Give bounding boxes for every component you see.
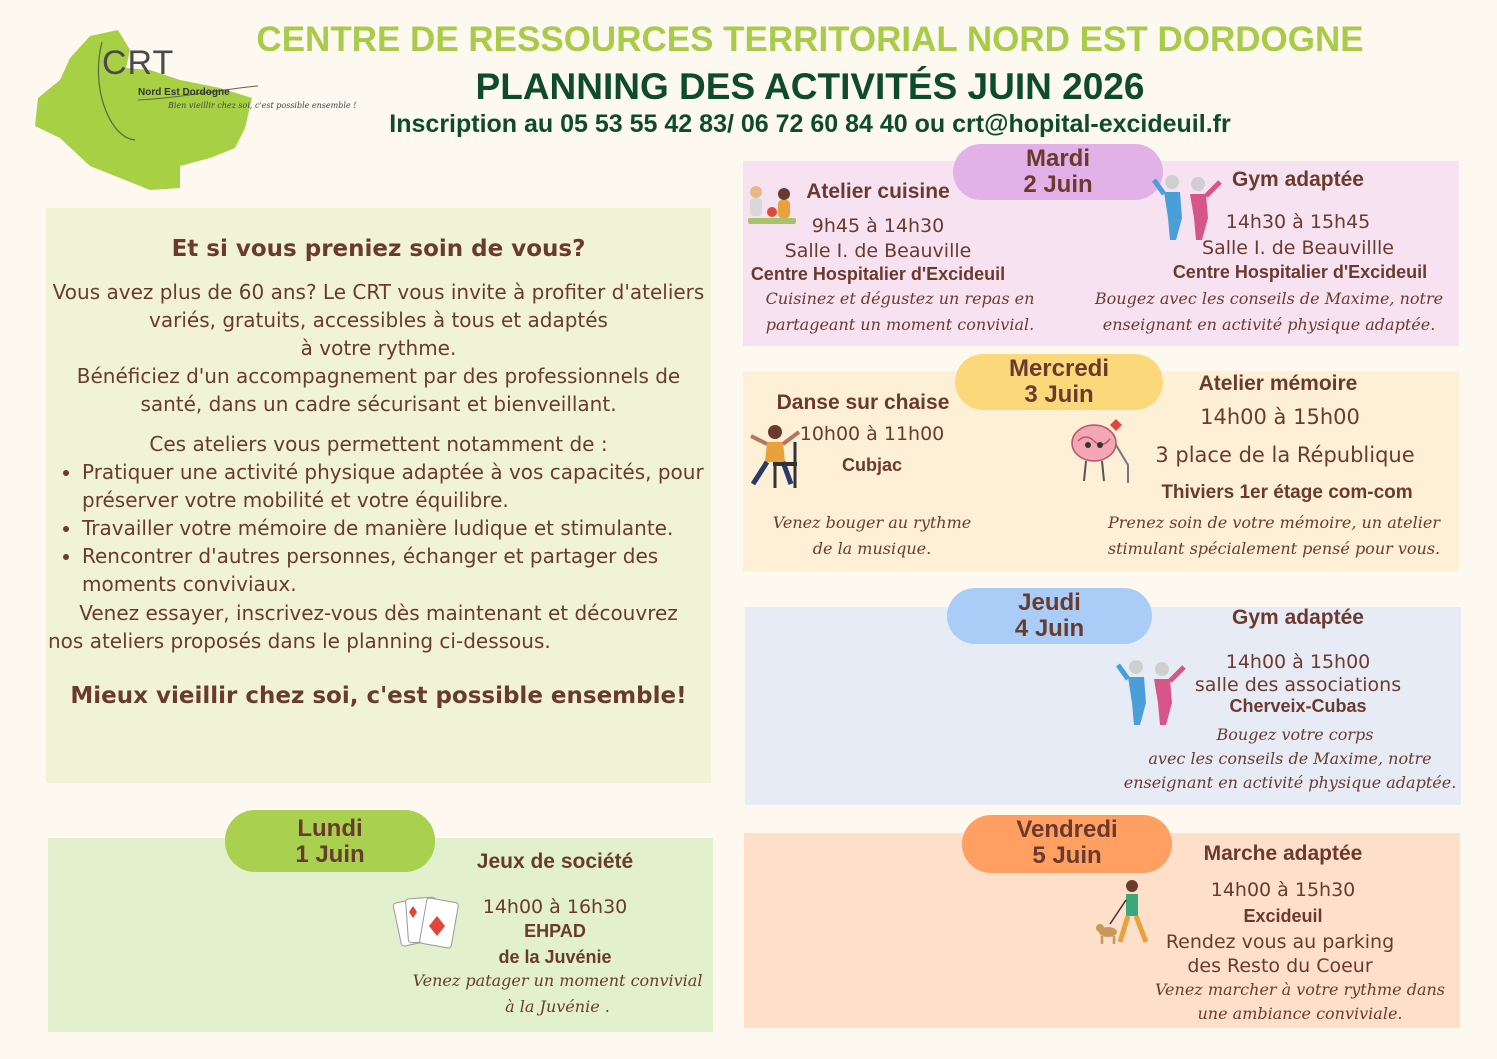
mardi-activity2-place: Centre Hospitalier d'Excideuil <box>1172 262 1428 282</box>
mercredi-activity2-note: stimulant spécialement pensé pour vous. <box>1107 539 1441 558</box>
vendredi-note: une ambiance conviviale. <box>1197 1004 1403 1023</box>
vendredi-time: 14h00 à 15h30 <box>1210 879 1356 901</box>
logo-subtitle: Nord Est Dordogne <box>138 87 230 98</box>
intro-line: variés, gratuits, accessibles à tous et adaptés <box>149 308 608 332</box>
jeudi-note: Bougez votre corps <box>1216 725 1374 744</box>
mardi-day-badge <box>953 144 1163 200</box>
day-name: Lundi <box>297 815 363 842</box>
playing-cards-icon <box>393 892 463 954</box>
mercredi-activity1-title: Danse sur chaise <box>776 391 950 414</box>
jeudi-activity-title: Gym adaptée <box>1232 606 1364 629</box>
walking-dog-icon <box>1096 878 1152 946</box>
mardi-activity1-time: 9h45 à 14h30 <box>811 215 945 237</box>
vendredi-room: Rendez vous au parking <box>1165 931 1395 953</box>
lundi-place: EHPAD <box>524 921 586 941</box>
lundi-note: à la Juvénie . <box>505 997 610 1016</box>
vendredi-note: Venez marcher à votre rythme dans <box>1154 980 1446 999</box>
vendredi-room: des Resto du Coeur <box>1187 955 1373 977</box>
logo-crt: CRT <box>102 44 175 82</box>
intro-line: santé, dans un cadre sécurisant et bienveillant. <box>140 392 617 416</box>
mercredi-activity2-room: 3 place de la République <box>1155 443 1415 467</box>
mardi-activity2-time: 14h30 à 15h45 <box>1225 211 1371 233</box>
intro-line: Vous avez plus de 60 ans? Le CRT vous invite à profiter d'ateliers <box>52 280 705 304</box>
day-date: 2 Juin <box>1023 171 1093 198</box>
jeudi-time: 14h00 à 15h00 <box>1225 651 1371 673</box>
lundi-activity-title: Jeux de société <box>476 850 634 873</box>
day-date: 3 Juin <box>1024 381 1094 408</box>
header-organization: CENTRE DE RESSOURCES TERRITORIAL NORD EST DORDOGNE <box>256 20 1364 59</box>
mercredi-activity2-note: Prenez soin de votre mémoire, un atelier <box>1108 513 1440 532</box>
lundi-place: de la Juvénie <box>498 947 612 967</box>
mercredi-activity1-place: Cubjac <box>841 455 902 475</box>
intro-lead: Ces ateliers vous permettent notamment de : <box>149 432 608 456</box>
lundi-day-badge <box>225 810 435 872</box>
list-item: • Pratiquer une activité physique adaptée à vos capacités, pour préserver votre mobilité et votre équilibre. <box>82 458 722 514</box>
mercredi-activity1-time: 10h00 à 11h00 <box>799 423 945 445</box>
day-date: 1 Juin <box>295 841 365 868</box>
brain-icon <box>1064 415 1136 487</box>
vendredi-place: Excideuil <box>1243 906 1323 926</box>
mardi-activity2-title: Gym adaptée <box>1232 168 1364 191</box>
mardi-activity2-room: Salle I. de Beauvillle <box>1202 237 1394 259</box>
mardi-activity1-room: Salle I. de Beauville <box>784 240 972 262</box>
jeudi-note: enseignant en activité physique adaptée. <box>1123 773 1457 792</box>
intro-bullets <box>58 458 722 598</box>
mardi-activity2-note: Bougez avec les conseils de Maxime, notre <box>1094 289 1444 308</box>
day-name: Mercredi <box>1008 355 1110 382</box>
mercredi-activity2-place: Thiviers 1er étage com-com <box>1161 482 1413 503</box>
intro-title: Et si vous preniez soin de vous? <box>171 236 586 262</box>
intro-closing: Mieux vieillir chez soi, c'est possible ensemble! <box>70 683 687 709</box>
day-name: Vendredi <box>1016 816 1118 843</box>
mercredi-activity2-title: Atelier mémoire <box>1198 372 1358 395</box>
mercredi-day-badge <box>955 354 1163 410</box>
day-date: 5 Juin <box>1032 842 1102 869</box>
mardi-activity1-note: partageant un moment convivial. <box>765 315 1035 334</box>
vendredi-activity-title: Marche adaptée <box>1203 842 1363 865</box>
day-name: Mardi <box>1025 145 1090 172</box>
lundi-time: 14h00 à 16h30 <box>482 896 628 918</box>
day-date: 4 Juin <box>1014 615 1085 642</box>
header-contact: Inscription au 05 53 55 42 83/ 06 72 60 84 40 ou crt@hopital-excideuil.fr <box>389 110 1231 138</box>
mercredi-activity2-time: 14h00 à 15h00 <box>1200 405 1360 429</box>
jeudi-place: Cherveix-Cubas <box>1229 696 1367 716</box>
jeudi-day-badge <box>947 588 1152 644</box>
mercredi-activity1-note: de la musique. <box>812 539 932 558</box>
mardi-activity1-title: Atelier cuisine <box>806 180 950 203</box>
intro-panel <box>46 208 711 783</box>
header-title: PLANNING DES ACTIVITÉS JUIN 2026 <box>475 66 1145 107</box>
intro-line: Bénéficiez d'un accompagnement par des professionnels de <box>76 364 681 388</box>
list-item: • Rencontrer d'autres personnes, échanger et partager des moments conviviaux. <box>82 542 722 598</box>
mardi-activity1-place: Centre Hospitalier d'Excideuil <box>750 264 1006 284</box>
vendredi-day-badge <box>962 815 1172 873</box>
intro-line: à votre rythme. <box>300 336 457 360</box>
jeudi-room: salle des associations <box>1194 674 1402 696</box>
day-name: Jeudi <box>1018 589 1081 616</box>
mardi-activity1-note: Cuisinez et dégustez un repas en <box>765 289 1035 308</box>
jeudi-note: avec les conseils de Maxime, notre <box>1148 749 1432 768</box>
list-item: • Travailler votre mémoire de manière ludique et stimulante. <box>82 514 722 542</box>
mardi-activity2-note: enseignant en activité physique adaptée. <box>1102 315 1436 334</box>
intro-line: nos ateliers proposés dans le planning ci-dessous. <box>48 629 551 653</box>
intro-line: Venez essayer, inscrivez-vous dès maintenant et découvrez <box>79 601 678 625</box>
logo-tagline: Bien vieillir chez soi, c'est possible ensemble ! <box>168 101 357 110</box>
mercredi-activity1-note: Venez bouger au rythme <box>772 513 972 532</box>
lundi-note: Venez patager un moment convivial <box>412 971 703 990</box>
